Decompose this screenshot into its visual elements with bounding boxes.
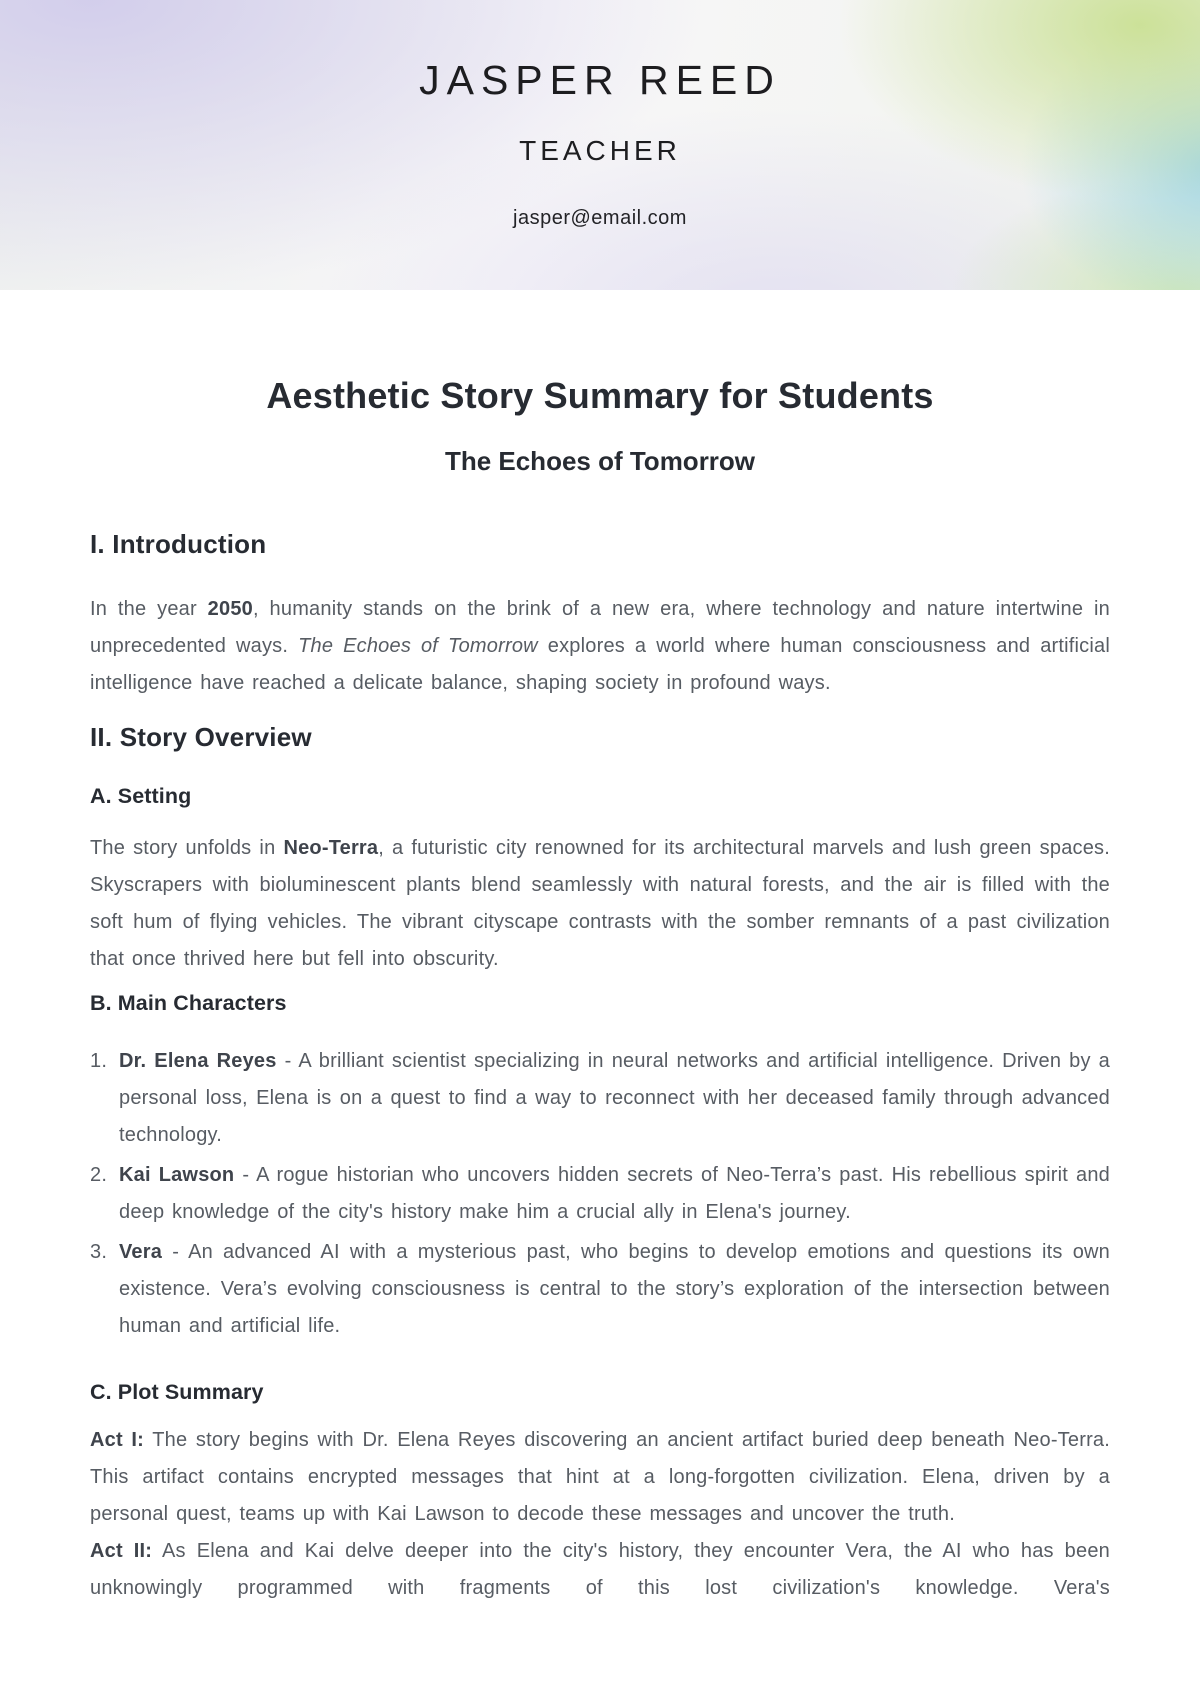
setting-paragraph: The story unfolds in Neo-Terra, a futuristic city renowned for its architectural marvels and lush green spaces. Skyscrapers with bioluminescent plants blend seamlessly with natural forests, and the air is filled with the soft hum of flying vehicles. The vibrant cityscape contrasts with the somber remnants of a past civilization that once thrived here but fell into obscurity.: [90, 837, 1110, 971]
profile-header: [0, 0, 1200, 290]
section-heading-story-overview: II. Story Overview: [90, 721, 312, 752]
subsection-heading-main-characters: B. Main Characters: [90, 991, 287, 1016]
list-item-text: Kai Lawson - A rogue historian who uncovers hidden secrets of Neo-Terra’s past. His rebellious spirit and deep knowledge of the city's history make him a crucial ally in Elena's journey.: [119, 1164, 1110, 1224]
list-marker: 3.: [90, 1241, 108, 1264]
section-heading-introduction: I. Introduction: [90, 529, 267, 560]
list-item-text: Vera - An advanced AI with a mysterious past, who begins to develop emotions and questions its own existence. Vera’s evolving consciousness is central to the story’s exploration of the intersection between human and artificial life.: [119, 1241, 1110, 1338]
list-marker: 1.: [90, 1050, 108, 1073]
character-list-item-3: [90, 1234, 1110, 1345]
character-list: [90, 1043, 1110, 1345]
subsection-heading-plot-summary: C. Plot Summary: [90, 1380, 264, 1405]
character-list-item-2: [90, 1157, 1110, 1231]
list-item-text: Dr. Elena Reyes - A brilliant scientist specializing in neural networks and artificial intelligence. Driven by a personal loss, Elena is on a quest to find a way to reconnect with her deceased family through advanced technology.: [119, 1050, 1110, 1147]
document-subtitle: The Echoes of Tomorrow: [444, 446, 756, 477]
profile-email: jasper@email.com: [513, 207, 687, 229]
profile-name: JASPER REED: [419, 57, 781, 103]
subsection-heading-setting: A. Setting: [90, 784, 192, 809]
profile-role: TEACHER: [519, 135, 681, 166]
introduction-paragraph: In the year 2050, humanity stands on the brink of a new era, where technology and nature intertwine in unprecedented ways. The Echoes of Tomorrow explores a world where human consciousness and artificial intelligence have reached a delicate balance, shaping society in profound ways.: [90, 597, 1110, 694]
act-1-paragraph: Act I: The story begins with Dr. Elena Reyes discovering an ancient artifact buried deep beneath Neo-Terra. This artifact contains encrypted messages that hint at a long-forgotten civilization. Elena, driven by a personal quest, teams up with Kai Lawson to decode these messages and uncover the truth.: [90, 1429, 1111, 1525]
document-body: [0, 374, 1200, 1607]
list-marker: 2.: [90, 1164, 108, 1187]
act-2-paragraph: Act II: As Elena and Kai delve deeper into the city's history, they encounter Vera, the AI who has been unknowingly programmed with fragments of this lost civilization's knowledge. Vera's: [90, 1540, 1110, 1599]
character-list-item-1: [90, 1043, 1110, 1154]
document-title: Aesthetic Story Summary for Students: [266, 375, 934, 416]
